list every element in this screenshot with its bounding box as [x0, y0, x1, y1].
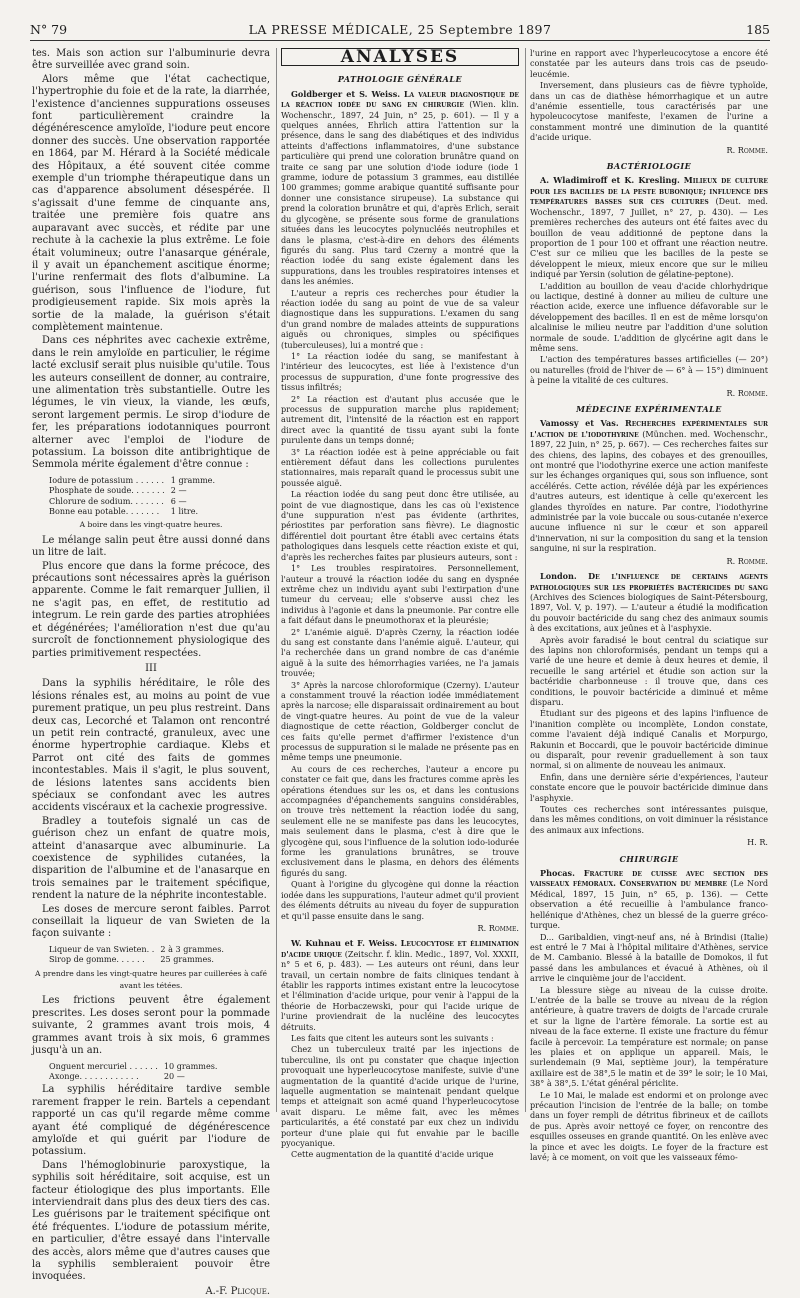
- paragraph: L'auteur a repris ces recherches pour étudier la réaction iodée du sang au point de vue de sa valeur diagnostique dans les suppurations. L'examen du sang d'un grand nombre de malades atteints de suppurations aiguës ou chroniques, simples ou spécifiques (tuberculeuses), lui a montré que :: [281, 287, 519, 350]
- paragraph: L'addition au bouillon de veau d'acide chlorhydrique ou lactique, destiné à donner au milieu de culture une réaction acide, exerce une influence défavorable sur le développement des bacilles. Il en est de même lorsqu'on alcalinise le milieu neutre par l'addition d'une solution normale de soude. L'addition de glycérine agit dans le même sens.: [530, 280, 768, 353]
- paragraph: Les doses de mercure seront faibles. Parrot conseillait la liqueur de van Swieten de la façon suivante :: [32, 903, 270, 940]
- abstract-title: Leucocytose et élimination d'acide urique: [281, 938, 520, 959]
- abstract-reference: (Le Nord Médical, 1897, 15 Juin, n° 65, p. 136). — Cette observation a été recueillie à l'ambulance franco-hellénique d'Athènes, chez un blessé de la guerre gréco-turque.: [530, 878, 769, 931]
- formula-row: [46, 1071, 220, 1081]
- formula-ingredient: Phosphate de soude. . . . . . .: [49, 485, 165, 496]
- paragraph: Chez un tuberculeux traité par les injections de tuberculine, ils ont pu constater que chaque injection provoquait une hyperleucocytose manifeste, suivie d'une augmentation de la quantité d'acide urique de l'urine, laquelle augmentation se maintenait pendant quelque temps et atteignait son acmé quand l'hyperleucocytose avait disparu. Le même fait, avec les mêmes particularités, a été constaté par eux chez un individu porteur d'une plaie qui fut envahie par le bacille pyocyanique.: [281, 1044, 519, 1149]
- column-3: [530, 48, 769, 1163]
- paragraph: D... Garibaldien, vingt-neuf ans, né à Brindisi (Italie) est entré le 7 Mai à l'hôpital militaire d'Athènes, service de M. Cambanio. Blessé à la bataille de Domokos, il fut passé dans les ambulances et évacué à Athènes, où il arrive le cinquième jour de l'accident.: [530, 931, 768, 984]
- abstract-paragraph: [281, 89, 519, 287]
- formula-note: A boire dans les vingt-quatre heures.: [79, 520, 223, 530]
- formula-row: [46, 1061, 220, 1071]
- abstract-title: Recherches expérimentales sur l'action de l'iodothyrine: [530, 418, 768, 439]
- formula-row: [46, 954, 227, 964]
- abstract-authors: Phocas.: [540, 868, 575, 879]
- paragraph: Le 10 Mai, le malade est endormi et on prolonge avec précaution l'incision de l'entrée de la balle; on tombe dans un foyer rempli de détritus fibrineux et de caillots de pus. Après avoir nettoyé ce foyer, on rencontre des esquilles osseuses en grande quantité. On les enlève avec la pince et avec les doigts. Le foyer de la fracture est lavé; à ce moment, on voit que les vaisseaux fémo-: [530, 1089, 768, 1163]
- abstract-reference: (Zeitschr. f. klin. Medic., 1897, Vol. XXXII, n° 5 et 6, p. 483). — Les auteurs ont réuni, dans leur travail, un certain nombre de faits cliniques tendant à établir les rapports intimes existant entre la leucocytose et l'élimination d'acide urique, pour venir à l'appui de la théorie de Horbaczewski, pour qui l'acide urique de l'urine proviendrait de la nucléine des leucocytes détruits.: [281, 948, 519, 1032]
- paragraph: Les frictions peuvent être également prescrites. Les doses seront pour la pommade suivante, 2 grammes avant trois mois, 4 grammes avant trois à six mois, 6 grammes jusqu'à un an.: [32, 995, 270, 1057]
- paragraph: 1° La réaction iodée du sang, se manifestant à l'intérieur des leucocytes, est liée à l'existence d'un processus de suppuration, d'une fonte progressive des tissus infiltrés;: [281, 350, 519, 393]
- section-title: ANALYSES: [281, 48, 519, 66]
- formula-quantity: 1 litre.: [170, 506, 199, 517]
- paragraph: Bradley a toutefois signalé un cas de guérison chez un enfant de quatre mois, atteint d'anasarque avec albuminurie. La coexistence de syphilides cutanées, la disparition de l'albumine et de l'anasarque en trois semaines par le traitement spécifique, rendent la nature de la néphrite incontestable.: [32, 815, 270, 902]
- paragraph: Quant à l'origine du glycogène qui donne la réaction iodée dans les suppurations, l'auteur admet qu'il provient des éléments détruits au niveau du foyer de suppuration et qu'il passe ensuite dans le sang.: [281, 879, 519, 921]
- column-divider: [525, 48, 526, 1112]
- paragraph: La blessure siège au niveau de la cuisse droite. L'entrée de la balle se trouve au niveau de la région antérieure, à quatre travers de doigts de l'arcade crurale et sur la ligne de l'artère fémorale. La sortie est au niveau de la face externe. Il existe une fracture du fémur facile à percevoir. La température est normale; on panse les plaies et on applique un appareil. Mais, le surlendemain (9 Mai, septième jour), la température axillaire est de 38°,5 le matin et de 39° le soir; le 10 Mai, 38° à 38°,5. L'état général périclite.: [530, 984, 768, 1089]
- abstract-authors: W. Kuhnau et F. Weiss.: [291, 938, 398, 949]
- abstract-title: De l'influence de certains agents pathologiques sur les propriétés bactéricides du sang: [530, 571, 768, 592]
- abstract-authors: London.: [540, 571, 577, 582]
- paragraph: Dans l'hémoglobinurie paroxystique, la syphilis soit héréditaire, soit acquise, est un facteur étiologique des plus importants. Elle interviendrait dans plus des deux tiers des cas. Les guérisons par le traitement spécifique ont été fréquentes. L'iodure de potassium mérite, en particulier, d'être essayé dans l'intervalle des accès, alors même que d'autres causes que la syphilis sembleraient pouvoir être invoquées.: [32, 1159, 270, 1283]
- paragraph: Dans ces néphrites avec cachexie extrême, dans le rein amyloïde en particulier, le régime lacté exclusif serait plus nuisible qu'utile. Tous les auteurs conseillent de donner, au contraire, une alimentation très substantielle. Outre les légumes, le vin vieux, la viande, les œufs, seront largement permis. Le sirop d'iodure de fer, les préparations iodotanniques pourront alterner avec l'emploi de l'iodure de potassium. La boisson dite antibrightique de Semmola mérite également d'être connue :: [32, 335, 270, 471]
- formula-quantity: 2 à 3 grammes.: [160, 943, 224, 954]
- formula-ingredient: Onguent mercuriel . . . . . .: [49, 1060, 158, 1071]
- abstract-reference: (München. med. Wochenschr., 1897, 22 Juin, n° 25, p. 667). — Ces recherches faites sur des chiens, des lapins, des cobayes et des grenouilles, ont montré que l'iodothyrine exerce une action manifeste sur les échanges organiques qui, sous son influence, sont accélérés. Cette action, révélée déjà par les expériences d'autres auteurs, est identique à celle qu'exercent les glandes thyroïdes en nature. Par contre, l'iodothyrine administrée par la voie buccale ou sous-cutanée n'exerce aucune influence ni sur le cœur et son appareil d'innervation, ni sur la composition du sang et la tension sanguine, ni sur la respiration.: [530, 428, 768, 554]
- abstract-reference: (Archives des Sciences biologiques de Saint-Pétersbourg, 1897, Vol. V, p. 197). — L'auteur a étudié la modification du pouvoir bactéricide du sang chez des animaux soumis à des excitations, aux jeûnes et à l'asphyxie.: [530, 591, 768, 634]
- formula-ingredient: Bonne eau potable. . . . . . .: [49, 506, 160, 517]
- paragraph: Inversement, dans plusieurs cas de fièvre typhoïde, dans un cas de diathèse hémorrhagique et un autre d'anémie essentielle, tous caractérisés par une hypoleucocytose manifeste, l'examen de l'urine a constamment montré une diminution de la quantité d'acide urique.: [530, 80, 768, 143]
- paragraph: Toutes ces recherches sont intéressantes puisque, dans les mêmes conditions, on voit diminuer la résistance des animaux aux infections.: [530, 804, 768, 835]
- rubric-heading: CHIRURGIE: [619, 853, 679, 864]
- abstract-signature: R. Romme.: [726, 555, 768, 566]
- abstract-authors: Vamossy et Vas.: [540, 418, 619, 429]
- rubric-heading: PATHOLOGIE GÉNÉRALE: [337, 74, 463, 85]
- paragraph: Étudiant sur des pigeons et des lapins l'influence de l'inanition complète ou incomplète, London constate, comme l'avaient déjà indiqué Canalis et Morpurgo, Rakunin et Boccardi, que le pouvoir bactéricide diminue ou disparaît, pour revenir graduellement à son taux normal, si on alimente de nouveau les animaux.: [530, 708, 768, 771]
- rubric-heading: BACTÉRIOLOGIE: [606, 161, 692, 172]
- paragraph: 2° La réaction est d'autant plus accusée que le processus de suppuration marche plus rapidement; autrement dit, l'intensité de la réaction est en rapport direct avec la quantité de tissu ayant subi la fonte purulente dans un temps donné;: [281, 393, 519, 446]
- paragraph: Cette augmentation de la quantité d'acide urique: [291, 1149, 494, 1160]
- formula-row: [46, 475, 218, 485]
- abstract-paragraph: [530, 175, 768, 279]
- abstract-authors: Goldberger et S. Weiss.: [291, 88, 401, 99]
- abstract-title: Fracture de cuisse avec section des vaisseaux fémoraux. Conservation du membre: [530, 868, 768, 889]
- abstract-paragraph: [530, 571, 768, 633]
- column-2: [281, 47, 520, 1160]
- author-signature: A.-F. Plicque.: [205, 1285, 270, 1297]
- abstract-reference: (Wien. klin. Wochenschr., 1897, 24 Juin, n° 25, p. 601). — Il y a quelques années, Ehrlich attira l'attention sur la présence, dans le sang des diabétiques et des individus atteints d'affections inflammatoires, d'une substance particulière qui prend une coloration brunâtre quand on traite ce sang par une solution d'iode iodure (iode 1 gramme, iodure de potassium 3 grammes, eau distillée 100 grammes; gomme arabique quantité suffisante pour donner une consistance sirupeuse). La substance qui prend la coloration brunâtre et qui, d'après Erlich, serait du glycogène, se présente sous forme de granulations situées dans les leucocytes polynucléés neutrophiles et dans le plasma, c'est-à-dire en dehors des éléments figurés du sang. Plus tard Czerny a montré que la réaction iodée du sang existe également dans les suppurations, dans les troubles respiratoires intenses et dans les anémies.: [281, 99, 519, 287]
- formula-quantity: 20 —: [163, 1070, 185, 1081]
- abstract-reference: (Deut. med. Wochenschr., 1897, 7 Juillet, n° 27, p. 430). — Les premières recherches des auteurs ont été faites avec du bouillon de veau additionné de peptone dans la proportion de 1 pour 100 et offrant une réaction neutre. C'est sur ce milieu que les bacilles de la peste se développent le mieux, mieux encore que sur le milieu indiqué par Yersin (solution de gélatine-peptone).: [530, 196, 768, 280]
- formula-table: [46, 944, 227, 965]
- formula-row: [46, 506, 218, 516]
- formula-ingredient: Iodure de potassium . . . . . .: [49, 474, 165, 485]
- paragraph: 2° L'anémie aiguë. D'après Czerny, la réaction iodée du sang est constante dans l'anémie aiguë. L'auteur, qui l'a recherchée dans un grand nombre de cas d'anémie aiguë à la suite des hémorrhagies variées, ne l'a jamais trouvée;: [281, 626, 519, 679]
- section-number: III: [145, 662, 157, 674]
- abstract-title: Milieux de culture pour les bacilles de la peste bubonique; influence des températures basses sur ces cultures: [530, 175, 768, 207]
- abstract-paragraph: [281, 938, 519, 1032]
- abstract-signature: R. Romme.: [726, 387, 768, 398]
- formula-quantity: 1 gramme.: [170, 474, 216, 485]
- paragraph: 1° Les troubles respiratoires. Personnellement, l'auteur a trouvé la réaction iodée du sang en dyspnée extrême chez un individu ayant subi l'extirpation d'une tumeur du cerveau; elle s'observe aussi chez les individus à l'agonie et dans la pneumonie. Par contre elle a fait défaut dans le pneumothorax et la pleurésie;: [281, 563, 519, 626]
- abstract-signature: R. Romme.: [726, 144, 768, 155]
- formula-table: [46, 475, 218, 517]
- formula-note: A prendre dans les vingt-quatre heures par cuillerées à café avant les tétées.: [35, 968, 267, 991]
- paragraph: La syphilis héréditaire tardive semble rarement frapper le rein. Bartels a cependant rapporté un cas qu'il regarde même comme ayant été compliqué de dégénérescence amyloïde et qui guérit par l'iodure de potassium.: [32, 1084, 270, 1158]
- formula-ingredient: Chlorure de sodium. . . . . . .: [49, 495, 164, 506]
- formula-table: [46, 1061, 220, 1082]
- paragraph: L'action des températures basses artificielles (— 20°) ou naturelles (froid de l'hiver de — 6° à — 15°) diminuent à peine la vitalité de ces cultures.: [530, 354, 768, 386]
- formula-row: [46, 496, 218, 506]
- formula-ingredient: Liqueur de van Swieten. .: [49, 943, 155, 954]
- abstract-paragraph: [530, 418, 768, 553]
- paragraph: Dans la syphilis héréditaire, le rôle des lésions rénales est, au moins au point de vue purement pratique, un peu plus restreint. Dans deux cas, Lecorché et Talamon ont rencontré un petit rein contracté, granuleux, avec une énorme hypertrophie cardiaque. Klebs et Parrot ont cité des faits de gommes incontestables. Mais il s'agit, le plus souvent, de lésions latentes sans accidents bien spéciaux se confondant avec les autres accidents viscéraux et la cachexie progressive.: [32, 678, 270, 814]
- page-header: [30, 22, 770, 40]
- header-rule: [30, 40, 770, 41]
- formula-quantity: 2 —: [170, 485, 187, 496]
- formula-quantity: 10 grammes.: [163, 1060, 218, 1071]
- paragraph: l'urine en rapport avec l'hyperleucocytose a encore été constatée par les auteurs dans trois cas de pseudo-leucémie.: [530, 48, 768, 79]
- paragraph: Après avoir faradisé le bout central du sciatique sur des lapins non chloroformisés, pendant un temps qui a varié de une heure et demie à deux heures et demie, il recueille le sang artériel et étudie son action sur la bactéridie charbonneuse : il trouve que, dans ces conditions, le pouvoir bactéricide a diminué et même disparu.: [530, 634, 768, 707]
- formula-ingredient: Axonge. . . . . . . . . . . .: [49, 1070, 139, 1081]
- paragraph: 3° La réaction iodée est à peine appréciable ou fait entièrement défaut dans les collections purulentes stationnaires, mais reparaît quand le processus subit une poussée aiguë.: [281, 446, 519, 488]
- abstract-authors: A. Wladimiroff et K. Kresling.: [540, 175, 680, 186]
- rubric-heading: MÉDECINE EXPÉRIMENTALE: [576, 404, 722, 414]
- column-divider: [276, 48, 277, 1112]
- formula-row: [46, 485, 218, 495]
- formula-quantity: 25 grammes.: [160, 954, 214, 965]
- abstract-paragraph: [530, 868, 768, 930]
- page-number-left: N° 79: [30, 22, 68, 37]
- paragraph: Alors même que l'état cachectique, l'hypertrophie du foie et de la rate, la diarrhée, l'existence d'anciennes suppurations osseuses font particulièrement craindre la dégénérescence amyloïde, l'iodure peut encore donner des succès. Une observation rapportée en 1864, par M. Hérard à la Société médicale des Hôpitaux, a été souvent citée comme exemple d'un triomphe thérapeutique dans un cas d'apparence absolument désespérée. Il s'agissait d'une femme de cinquante ans, traitée une première fois quatre ans auparavant avec succès, et rédite par une rechute à la cachexie la plus extrême. Le foie était volumineux; outre l'anasarque générale, il y avait un épanchement ascitique énorme; l'urine renfermait des flots d'albumine. La guérison, sous l'influence de l'iodure, fut prodigieusement rapide. Six mois après la sortie de la malade, la guérison s'était complètement maintenue.: [32, 73, 270, 333]
- paragraph: tes. Mais son action sur l'albuminurie devra être surveillée avec grand soin.: [32, 48, 270, 72]
- paragraph: La réaction iodée du sang peut donc être utilisée, au point de vue diagnostique, dans les cas où l'existence d'une suppuration n'est pas évidente (arthrites, périostites par perforation sans fièvre). Le diagnostic différentiel doit pourtant être établi avec certains états pathologiques dans lesquels cette réaction existe et qui, d'après les recherches faites par plusieurs auteurs, sont :: [281, 489, 519, 562]
- paragraph: Les faits que citent les auteurs sont les suivants :: [291, 1032, 494, 1043]
- paragraph: Le mélange salin peut être aussi donné dans un litre de lait.: [32, 534, 270, 559]
- formula-quantity: 6 —: [170, 495, 187, 506]
- paragraph: Enfin, dans une dernière série d'expériences, l'auteur constate encore que le pouvoir bactéricide diminue dans l'asphyxie.: [530, 771, 768, 803]
- abstract-signature: R. Romme.: [477, 922, 519, 933]
- journal-title: LA PRESSE MÉDICALE, 25 Septembre 1897: [248, 22, 552, 37]
- paragraph: 3° Après la narcose chloroformique (Czerny). L'auteur a constamment trouvé la réaction iodée immédiatement après la narcose; elle disparaissait ordinairement au bout de vingt-quatre heures. Au point de vue de la valeur diagnostique de cette réaction, Goldberger conclut de ces faits qu'elle permet d'affirmer l'existence d'un processus de suppuration si le malade ne présente pas en même temps une pneumonie.: [281, 679, 519, 763]
- abstract-signature: H. R.: [747, 837, 768, 848]
- paragraph: Au cours de ces recherches, l'auteur a encore pu constater ce fait que, dans les fractures comme après les opérations étendues sur les os, et dans les contusions accompagnées d'épanchements sanguins considérables, on trouve très nettement la réaction iodée du sang, seulement elle ne se manifeste pas dans les leucocytes, mais seulement dans le plasma, c'est à dire que le glycogène qui, sous l'influence de la solution iodo-iodurée forme les granulations brunâtres, se trouve exclusivement dans le plasma, en dehors des éléments figurés du sang.: [281, 763, 519, 878]
- abstract-title: La valeur diagnostique de la réaction iodée du sang en chirurgie: [281, 88, 519, 110]
- page-number-right: 185: [746, 22, 770, 37]
- formula-row: [46, 944, 227, 954]
- paragraph: Plus encore que dans la forme précoce, des précautions sont nécessaires après la guérison apparente. Comme le fait remarquer Jullien, il ne s'agit pas, en effet, de restitutio ad integrum. Le rein garde des parties atrophiées et dégénérées; l'amélioration n'est due qu'au surcroît de fonctionnement physiologique des parties primitivement respectées.: [32, 560, 270, 659]
- column-1: [32, 48, 270, 1297]
- formula-ingredient: Sirop de gomme. . . . . .: [49, 954, 145, 965]
